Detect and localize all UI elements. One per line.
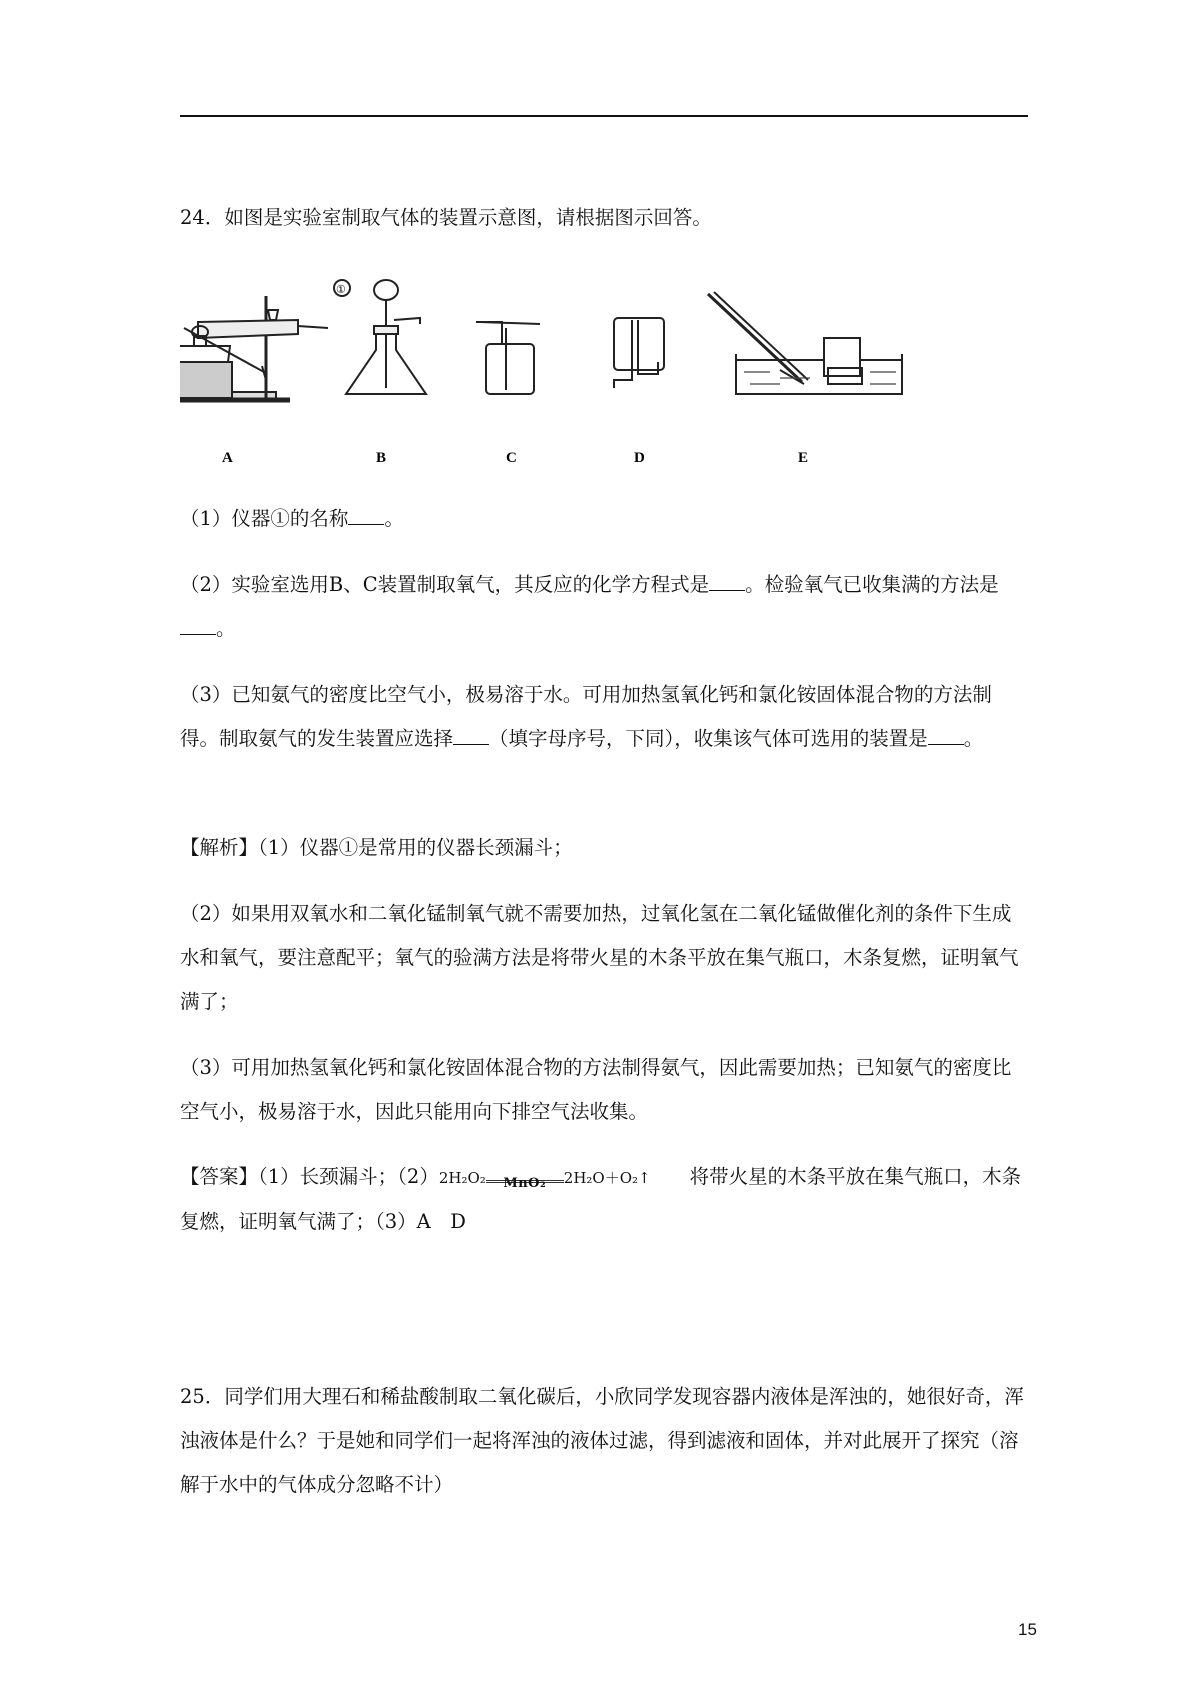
apparatus-figure xyxy=(180,262,980,467)
apparatus-c xyxy=(476,322,540,394)
question-25-text: 25．同学们用大理石和稀盐酸制取二氧化碳后，小欣同学发现容器内液体是浑浊的，她很好奇，浑浊液体是什么？于是她和同学们一起将浑浊的液体过滤，得到滤液和固体，并对此展开了探究（溶解于水中的气体成分忽略不计） xyxy=(180,1385,1024,1496)
q24-part2-text-a: （2）实验室选用B、C装置制取氧气，其反应的化学方程式是 xyxy=(180,573,710,596)
answer-blank xyxy=(928,726,964,745)
label-a: A xyxy=(222,450,233,466)
answer-blank xyxy=(453,726,489,745)
q24-part3-end: 。 xyxy=(963,727,984,750)
answer-blank xyxy=(348,506,384,525)
label-c: C xyxy=(506,450,517,466)
label-b: B xyxy=(376,450,387,466)
answer-rest: 将带火星的木条平放在集气瓶口，木条复燃，证明氧气满了；（3）A D xyxy=(180,1165,1022,1233)
analysis-part2: （2）如果用双氧水和二氧化锰制氧气就不需要加热，过氧化氢在二氧化锰做催化剂的条件下生成水和氧气，要注意配平；氧气的验满方法是将带火星的木条平放在集气瓶口，木条复燃，证明氧气满了； xyxy=(180,902,1019,1013)
q24-part3-text-a: （3）已知氨气的密度比空气小，极易溶于水。可用加热氢氧化钙和氯化铵固体混合物的方法制得。制取氨气的发生装置应选择 xyxy=(180,683,992,750)
q24-part1-text: （1）仪器①的名称 xyxy=(180,507,349,530)
equation-condition xyxy=(486,1175,564,1191)
catalyst-label: MnO₂ xyxy=(503,1175,547,1191)
answer-paragraph xyxy=(180,1155,1028,1244)
q24-part3-text-b: （填字母序号，下同），收集该气体可选用的装置是 xyxy=(489,727,928,750)
answer-blank xyxy=(180,616,216,635)
q24-part1-end: 。 xyxy=(384,507,404,530)
q24-part1 xyxy=(180,497,1028,541)
chemical-equation xyxy=(439,1156,651,1200)
label-d: D xyxy=(634,450,645,466)
q24-part2 xyxy=(180,563,1028,651)
apparatus-e xyxy=(708,292,902,394)
q24-part2-end: 。 xyxy=(216,617,236,640)
equation-left: 2H₂O₂ xyxy=(438,1168,486,1187)
q24-part2-text-b: 。检验氧气已收集满的方法是 xyxy=(745,573,999,596)
analysis-part3: （3）可用加热氢氧化钙和氯化铵固体混合物的方法制得氨气，因此需要加热；已知氨气的密度比空气小，极易溶于水，因此只能用向下排空气法收集。 xyxy=(180,1056,1012,1123)
header-rule xyxy=(180,115,1028,117)
question-24-title: 24．如图是实验室制取气体的装置示意图，请根据图示回答。 xyxy=(180,206,712,229)
apparatus-b xyxy=(334,280,426,394)
label-e: E xyxy=(798,450,809,466)
equation-right: 2H₂O＋O₂↑ xyxy=(563,1168,651,1187)
answer-prefix: 【答案】（1）长颈漏斗；（2） xyxy=(180,1165,439,1188)
apparatus-a xyxy=(180,296,328,400)
analysis-part1: 【解析】（1）仪器①是常用的仪器长颈漏斗； xyxy=(180,836,573,859)
apparatus-d xyxy=(614,318,664,388)
q24-part3 xyxy=(180,673,1028,761)
page-number: 15 xyxy=(1018,1620,1037,1639)
label-funnel-circled: ① xyxy=(336,283,346,296)
answer-blank xyxy=(709,572,745,591)
